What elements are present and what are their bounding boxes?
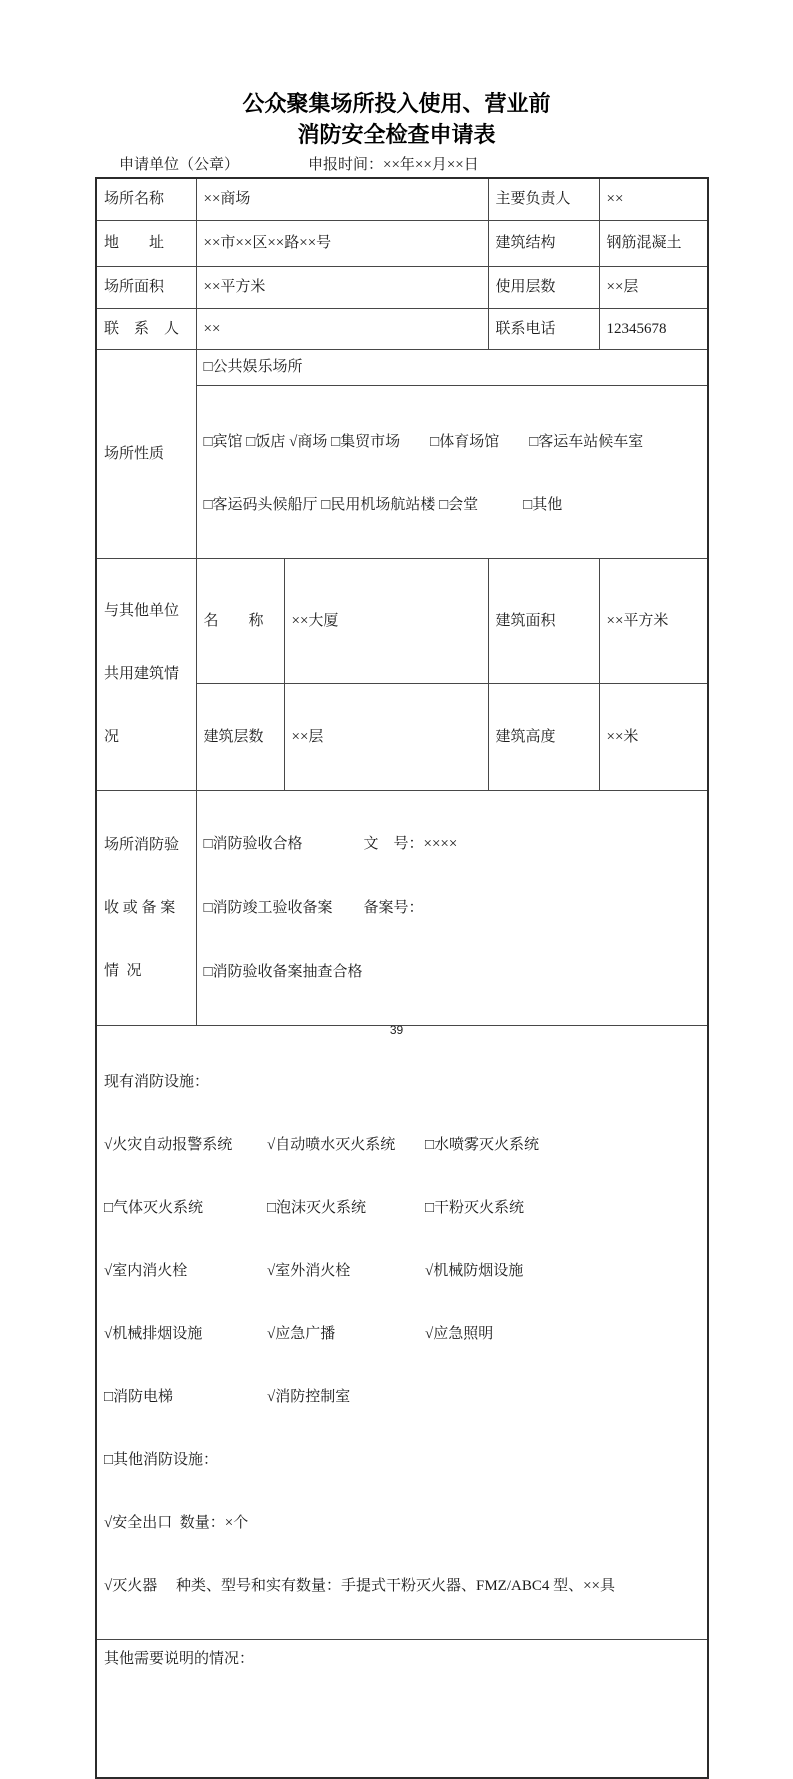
table-row xyxy=(96,309,708,350)
building-structure-label: 建筑结构 xyxy=(488,221,599,267)
facility-item-emergency-lighting: √应急照明 xyxy=(425,1326,494,1342)
building-structure-value: 钢筋混凝土 xyxy=(599,221,708,267)
venue-nature-label: 场所性质 xyxy=(96,350,196,559)
building-area-value: ××平方米 xyxy=(599,559,708,684)
floors-used-value: ××层 xyxy=(599,267,708,309)
contact-person-label: 联 系 人 xyxy=(96,309,196,350)
facility-item-smoke-prevention: √机械防烟设施 xyxy=(425,1263,524,1279)
facility-item-foam-system: □泡沫灭火系统 xyxy=(267,1200,367,1216)
fire-safety-application-table xyxy=(95,177,709,1779)
building-area-label: 建筑面积 xyxy=(488,559,599,684)
venue-nature-option-public-entertainment: □公共娱乐场所 xyxy=(196,350,708,386)
acceptance-option-row xyxy=(204,897,701,919)
acceptance-checkbox-completion-record: □消防竣工验收备案 xyxy=(203,900,333,916)
shared-building-label-line: 共用建筑情 xyxy=(104,666,180,682)
table-row xyxy=(96,350,708,386)
address-value: ××市××区××路××号 xyxy=(196,221,488,267)
report-time-label: 申报时间：××年××月××日 xyxy=(308,157,479,173)
acceptance-record-number: 备案号： xyxy=(363,900,424,916)
facility-item-fire-control-room: √消防控制室 xyxy=(267,1389,351,1405)
facilities-row xyxy=(104,1324,700,1345)
facilities-row xyxy=(104,1387,700,1408)
page-title xyxy=(0,0,793,150)
contact-phone-label: 联系电话 xyxy=(488,309,599,350)
principal-label: 主要负责人 xyxy=(488,178,599,221)
venue-area-value: ××平方米 xyxy=(196,267,488,309)
facility-item-safety-exit: √安全出口 数量：×个 xyxy=(104,1515,249,1531)
venue-area-label: 场所面积 xyxy=(96,267,196,309)
acceptance-doc-number: 文 号：×××× xyxy=(363,836,458,852)
facility-item-other: □其他消防设施： xyxy=(104,1452,219,1468)
facility-item-extinguisher: √灭火器 种类、型号和实有数量：手提式干粉灭火器、FMZ/ABC4 型、××具 xyxy=(104,1578,616,1594)
venue-nature-options-line-2: □客运码头候船厅 □民用机场航站楼 □会堂 □其他 xyxy=(203,497,563,513)
facilities-row xyxy=(104,1198,700,1219)
building-height-value: ××米 xyxy=(599,684,708,791)
table-row xyxy=(96,178,708,221)
facilities-section-title: 现有消防设施： xyxy=(104,1074,210,1090)
acceptance-label-line: 场所消防验 xyxy=(104,836,180,853)
table-row xyxy=(96,1640,708,1779)
acceptance-option-row xyxy=(204,961,701,983)
acceptance-label-line: 情 况 xyxy=(104,962,142,979)
acceptance-options-cell xyxy=(196,791,708,1026)
acceptance-checkbox-spot-check: □消防验收备案抽查合格 xyxy=(203,964,363,980)
table-row xyxy=(96,559,708,684)
title-line-1: 公众聚集场所投入使用、营业前 xyxy=(242,91,551,116)
facilities-section-cell xyxy=(96,1026,708,1640)
facilities-row xyxy=(104,1261,700,1282)
facility-item-emergency-broadcast: √应急广播 xyxy=(267,1326,336,1342)
facilities-row xyxy=(104,1135,700,1156)
address-label: 地 址 xyxy=(96,221,196,267)
shared-building-label-line: 况 xyxy=(104,729,120,745)
shared-building-section-label xyxy=(96,559,196,791)
venue-nature-options-cell xyxy=(196,386,708,559)
venue-nature-options-line-1: □宾馆 □饭店 √商场 □集贸市场 □体育场馆 □客运车站候车室 xyxy=(203,434,644,450)
shared-building-name-value: ××大厦 xyxy=(284,559,488,684)
floors-used-label: 使用层数 xyxy=(488,267,599,309)
facility-item-smoke-exhaust: √机械排烟设施 xyxy=(104,1326,203,1342)
form-header-row xyxy=(95,153,707,177)
facility-item-indoor-hydrant: √室内消火栓 xyxy=(104,1263,188,1279)
acceptance-checkbox-passed: □消防验收合格 xyxy=(203,836,303,852)
acceptance-label-line: 收 或 备 案 xyxy=(104,899,176,916)
facility-item-sprinkler: √自动喷水灭火系统 xyxy=(267,1137,396,1153)
facility-item-water-mist: □水喷雾灭火系统 xyxy=(425,1137,540,1153)
table-row xyxy=(96,267,708,309)
table-row xyxy=(96,1026,708,1640)
contact-person-value: ×× xyxy=(196,309,488,350)
building-floors-label: 建筑层数 xyxy=(196,684,284,791)
venue-name-label: 场所名称 xyxy=(96,178,196,221)
contact-phone-value: 12345678 xyxy=(599,309,708,350)
title-line-2: 消防安全检查申请表 xyxy=(297,122,496,147)
facility-item-fire-alarm: √火灾自动报警系统 xyxy=(104,1137,233,1153)
page-number: 39 xyxy=(389,1023,404,1037)
facility-item-dry-powder: □干粉灭火系统 xyxy=(425,1200,525,1216)
acceptance-option-row xyxy=(204,833,701,855)
acceptance-section-label xyxy=(96,791,196,1026)
venue-name-value: ××商场 xyxy=(196,178,488,221)
shared-building-label-line: 与其他单位 xyxy=(104,603,180,619)
table-row xyxy=(96,221,708,267)
facility-item-gas-system: □气体灭火系统 xyxy=(104,1200,204,1216)
building-floors-value: ××层 xyxy=(284,684,488,791)
shared-building-name-label: 名 称 xyxy=(196,559,284,684)
building-height-label: 建筑高度 xyxy=(488,684,599,791)
remarks-label: 其他需要说明的情况： xyxy=(96,1640,708,1779)
principal-value: ×× xyxy=(599,178,708,221)
applicant-unit-label: 申请单位（公章） xyxy=(119,157,240,173)
facility-item-fire-elevator: □消防电梯 xyxy=(104,1389,174,1405)
table-row xyxy=(96,791,708,1026)
facility-item-outdoor-hydrant: √室外消火栓 xyxy=(267,1263,351,1279)
